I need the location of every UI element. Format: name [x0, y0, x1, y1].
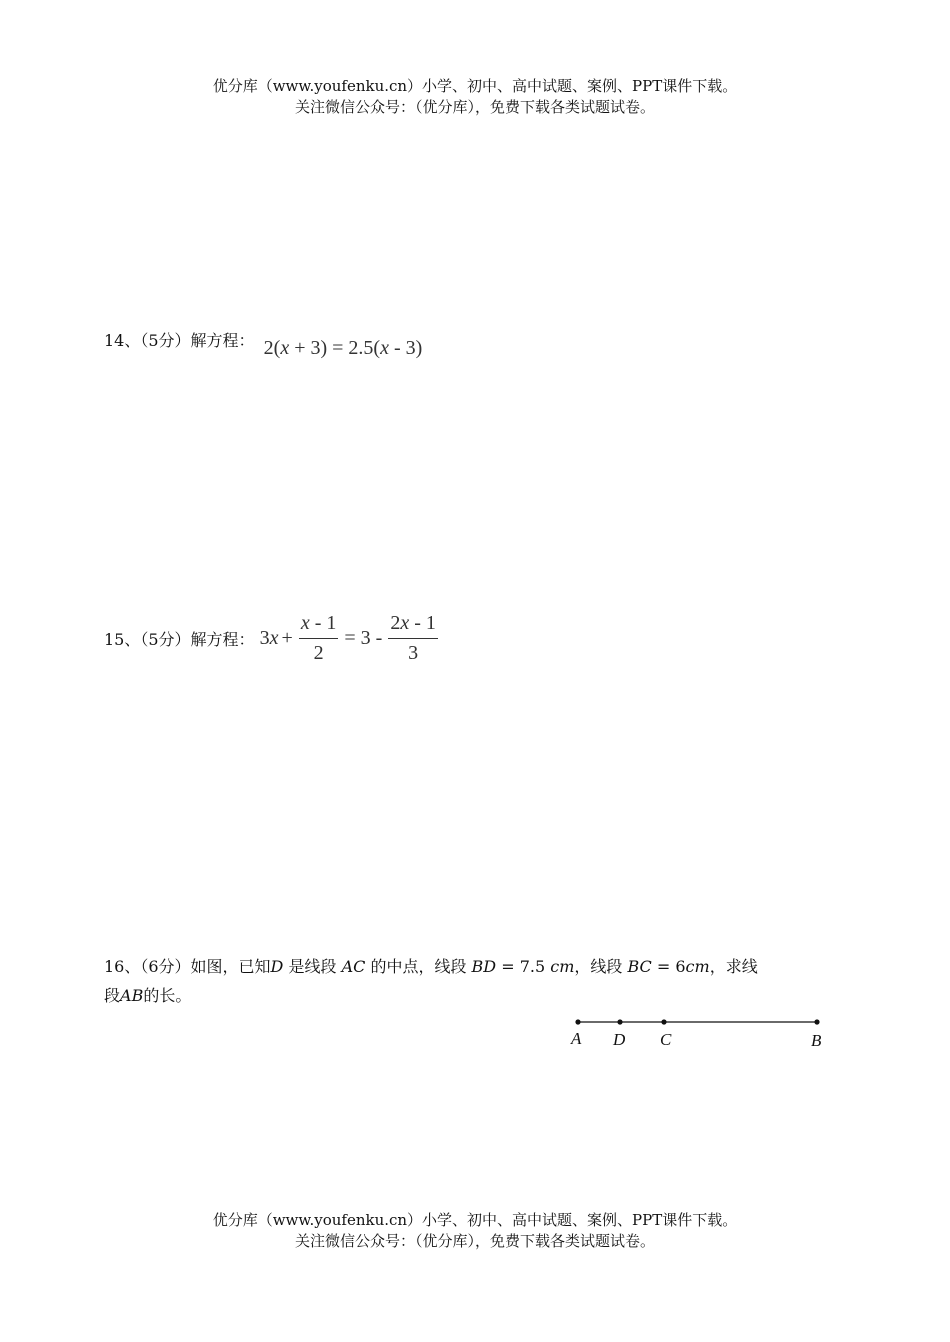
- q16-l1-p7: ，求线: [709, 957, 758, 976]
- q16-l1-D: D: [270, 957, 284, 976]
- q15-f1-numerator: [299, 612, 339, 639]
- q14-equation: [264, 337, 423, 359]
- q16-l1-BD: BD: [471, 957, 497, 976]
- point-D-dot: [617, 1019, 622, 1024]
- q16-l1-AC: AC: [341, 957, 366, 976]
- q15-f1-num-x: x: [300, 612, 310, 634]
- q16-segment-figure: [566, 1012, 836, 1062]
- q15-f2-denominator: 3: [408, 642, 419, 664]
- point-B-dot: [814, 1019, 819, 1024]
- q16-l2-p2: 的长。: [143, 986, 192, 1005]
- q16-l2-AB: AB: [120, 986, 144, 1005]
- page-footer: [0, 1210, 950, 1252]
- q16-l2-p1: 段: [104, 986, 121, 1005]
- q16-l1-cm2: cm: [685, 957, 710, 976]
- q15-eq-mid: = 3 -: [344, 627, 383, 649]
- q16-l1-BC: BC: [627, 957, 652, 976]
- q16-line-1: [104, 952, 758, 981]
- q14-prefix: 14、（5分）解方程：: [104, 331, 255, 350]
- q15-eq-x: x: [269, 627, 279, 649]
- point-D-label: D: [613, 1030, 626, 1049]
- q14-eq-b: + 3) = 2.5(: [289, 337, 381, 359]
- q14-eq-a: 2(: [263, 337, 281, 359]
- q14-eq-c: - 3): [388, 337, 423, 359]
- q16-l1-p5: ，线段: [574, 957, 628, 976]
- point-B-label: B: [811, 1031, 822, 1050]
- question-14: [104, 328, 423, 359]
- q15-fraction-2: [388, 612, 438, 665]
- q15-f2-num-rest: - 1: [409, 612, 436, 634]
- point-C-label: C: [660, 1030, 672, 1049]
- q16-l1-p1: 16、（6分）如图，已知: [104, 957, 271, 976]
- q16-l1-p4: = 7.5: [496, 957, 551, 976]
- q15-f2-numerator: [388, 612, 438, 639]
- point-A-label: A: [571, 1029, 582, 1048]
- footer-line-2: 关注微信公众号：（优分库），免费下载各类试题试卷。: [294, 1232, 655, 1250]
- question-15: [104, 612, 441, 665]
- q15-eq-t1: 3: [259, 627, 270, 649]
- q16-l1-p6: = 6: [651, 957, 686, 976]
- q14-eq-x1: x: [280, 337, 290, 359]
- q16-l1-p3: 的中点，线段: [365, 957, 472, 976]
- q14-eq-x2: x: [380, 337, 389, 359]
- point-A-dot: [575, 1019, 580, 1024]
- q15-f1-denominator: 2: [313, 642, 324, 664]
- header-line-2: 关注微信公众号：（优分库），免费下载各类试题试卷。: [294, 98, 655, 116]
- point-C-dot: [661, 1019, 666, 1024]
- q15-prefix: 15、（5分）解方程：: [104, 630, 255, 650]
- footer-line-1: 优分库（www.youfenku.cn）小学、初中、高中试题、案例、PPT课件下载。: [212, 1211, 738, 1229]
- q15-equation: [259, 612, 441, 664]
- q15-eq-plus: +: [281, 627, 293, 649]
- q16-l1-p2: 是线段: [283, 957, 342, 976]
- q15-fraction-1: [299, 612, 339, 665]
- q15-f1-num-rest: - 1: [309, 612, 337, 634]
- q15-f2-num-a: 2: [390, 612, 401, 634]
- q16-l1-cm1: cm: [550, 957, 575, 976]
- header-line-1: 优分库（www.youfenku.cn）小学、初中、高中试题、案例、PPT课件下载。: [212, 77, 738, 95]
- page-header: [0, 76, 950, 118]
- q16-line-2: [104, 981, 758, 1010]
- question-16: [104, 952, 758, 1010]
- q15-f2-num-x: x: [400, 612, 410, 634]
